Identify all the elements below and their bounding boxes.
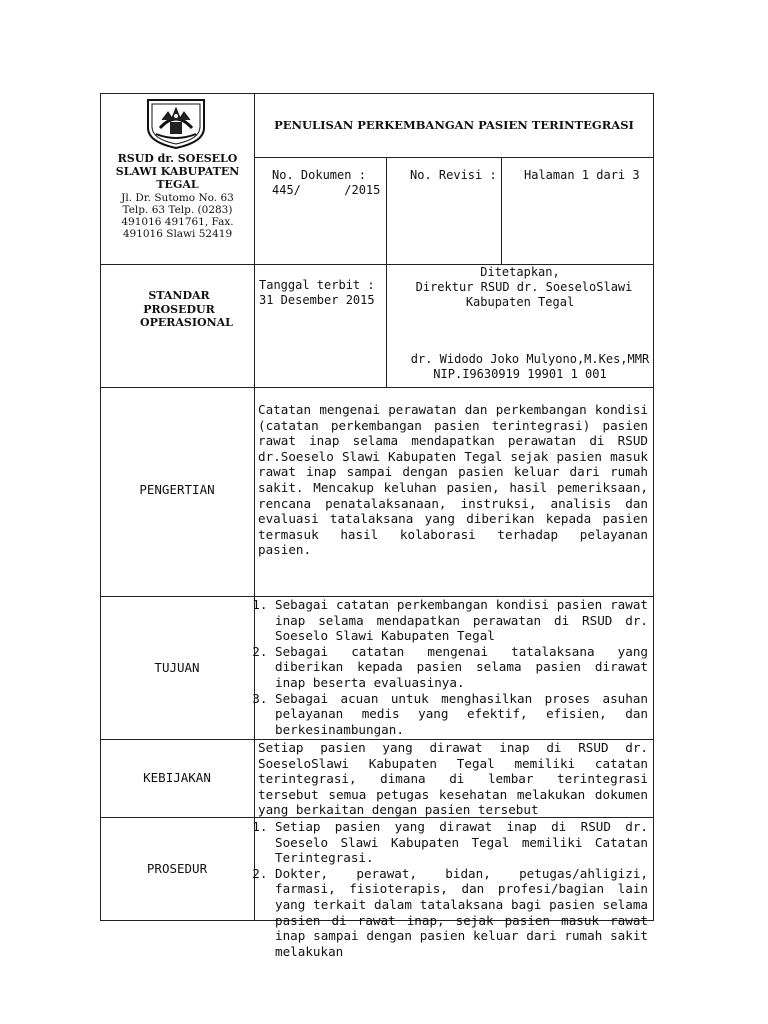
section-label-pengertian: PENGERTIAN xyxy=(139,482,215,497)
prosedur-list xyxy=(258,819,648,959)
approval-institution: Kabupaten Tegal xyxy=(465,295,575,309)
issue-date-value: 31 Desember 2015 xyxy=(259,293,375,307)
doc-number-label: No. Dokumen : xyxy=(272,168,366,182)
hospital-logo xyxy=(140,98,212,150)
regency-emblem-icon xyxy=(140,98,212,150)
approval-position: Direktur RSUD dr. SoeseloSlawi xyxy=(415,280,633,294)
approval-label: Ditetapkan, xyxy=(480,265,560,279)
revision-label: No. Revisi : xyxy=(410,168,497,182)
signer-nip: NIP.I9630919 19901 1 001 xyxy=(433,367,607,381)
page-number: Halaman 1 dari 3 xyxy=(524,168,640,182)
kebijakan-text: Setiap pasien yang dirawat inap di RSUD dr. SoeseloSlawi Kabupaten Tegal memiliki catatan terintegrasi, dimana di lembar terintegrasi tersebut semua petugas kesehatan melakukan dokumen yang berkaitan dengan pasien tersebut xyxy=(258,740,648,818)
section-label-tujuan: TUJUAN xyxy=(154,660,200,675)
tujuan-item: 3. Sebagai acuan untuk menghasilkan proses asuhan pelayanan medis yang efektif, efisien, dan berkesinambungan. xyxy=(275,691,648,738)
tujuan-item: 2. Sebagai catatan mengenai tatalaksana yang diberikan kepada pasien selama pasien dirawat inap beserta evaluasinya. xyxy=(275,644,648,691)
tujuan-item: 1. Sebagai catatan perkembangan kondisi pasien rawat inap selama mendapatkan perawatan di RSUD dr. Soeselo Slawi Kabupaten Tegal xyxy=(275,597,648,644)
sop-title: STANDAR PROSEDUR OPERASIONAL xyxy=(140,289,233,329)
hospital-name: RSUD dr. SOESELO SLAWI KABUPATEN TEGAL xyxy=(115,152,240,191)
prosedur-item: 2. Dokter, perawat, bidan, petugas/ahligizi, farmasi, fisioterapis, dan profesi/bagian lain yang terkait dalam tatalaksana bagi pasien selama pasien di rawat inap, sejak pasien masuk rawat inap sampai dengan pasien keluar dari rumah sakit melakukan xyxy=(275,866,648,960)
hospital-address: Jl. Dr. Sutomo No. 63 Telp. 63 Telp. (0283) 491016 491761, Fax. 491016 Slawi 52419 xyxy=(121,192,234,240)
prosedur-item: 1. Setiap pasien yang dirawat inap di RSUD dr. Soeselo Slawi Kabupaten Tegal memiliki Catatan Terintegrasi. xyxy=(275,819,648,866)
signer-name: dr. Widodo Joko Mulyono,M.Kes,MMR xyxy=(410,352,650,366)
pengertian-text: Catatan mengenai perawatan dan perkembangan kondisi (catatan perkembangan pasien terintegrasi) pasien rawat inap selama mendapatkan perawatan di RSUD dr.Soeselo Slawi Kabupaten Tegal sejak pasien masuk rawat inap sampai dengan pasien keluar dari rumah sakit. Mencakup keluhan pasien, hasil pemeriksaan, rencana penatalaksanaan, instruksi, analisis dan evaluasi tatalaksana yang diberikan kepada pasien termasuk hasil kolaborasi terhadap pelayanan pasien. xyxy=(258,402,648,558)
tujuan-list xyxy=(258,597,648,737)
section-label-prosedur: PROSEDUR xyxy=(146,861,208,876)
section-label-kebijakan: KEBIJAKAN xyxy=(143,770,211,785)
issue-date-label: Tanggal terbit : xyxy=(259,278,375,292)
document-title: PENULISAN PERKEMBANGAN PASIEN TERINTEGRASI xyxy=(274,118,634,132)
doc-number-value: 445/ /2015 xyxy=(272,183,381,197)
